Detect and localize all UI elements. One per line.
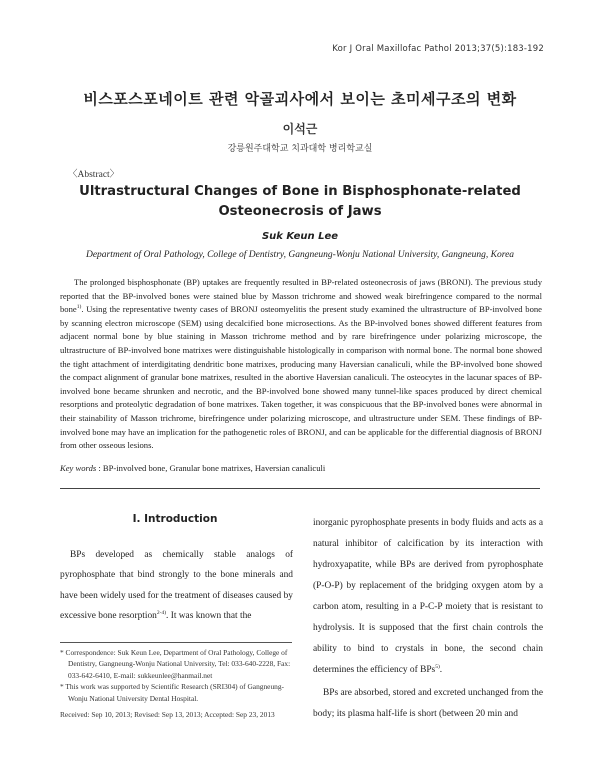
english-author: Suk Keun Lee: [261, 231, 339, 242]
keywords-text: : BP-involved bone, Granular bone matrixes, Haversian canaliculi: [96, 463, 326, 473]
intro-right-text-1: inorganic pyrophosphate presents in body fluids and acts as a natural inhibitor of calcification by its interaction with hydroxyapatite, while BPs are derived from pyrophosphate (P-O-P) by replacement of the bridging oxygen atom by a carbon atom, resulting in a P-C-P moiety that is resistant to hydrolysis. It is supposed that the first chain controls the ability to bind to crystals in bone, the second chain determines the efficiency of BPs: [313, 518, 543, 675]
journal-reference: Kor J Oral Maxillofac Pathol 2013;37(5):183-192: [332, 44, 544, 54]
intro-right-paragraph-1: [313, 513, 543, 681]
english-affiliation: Department of Oral Pathology, College of Dentistry, Gangneung-Wonju National University, Gangneung, Korea: [85, 250, 515, 260]
footnote-rule: [60, 642, 292, 643]
citation-ref: 2-4): [156, 610, 167, 617]
korean-author: 이석근: [282, 122, 318, 136]
korean-title: 비스포스포네이트 관련 악골괴사에서 보이는 초미세구조의 변화: [83, 90, 517, 108]
english-title-line-2: Osteonecrosis of Jaws: [218, 204, 382, 219]
abstract-text-part-1: The prolonged bisphosphonate (BP) uptakes are frequently resulted in BP-related osteonecrosis of jaws (BRONJ). The previous study reported that the BP-involved bones were stained blue by Masson trichrome and showed weak birefringence compared to the normal bone: [60, 277, 542, 315]
intro-right-text-2: .: [439, 665, 443, 675]
received-dates: Received: Sep 10, 2013; Revised: Sep 13, 2013; Accepted: Sep 23, 2013: [60, 710, 275, 720]
section-divider: [60, 488, 540, 489]
footnotes: [60, 647, 300, 720]
keywords: [60, 463, 542, 473]
abstract-body: [60, 276, 542, 453]
citation-ref: 5): [435, 663, 440, 670]
abstract-label: 〈Abstract〉: [68, 170, 120, 180]
citation-ref: 1): [76, 304, 82, 311]
korean-affiliation: 강릉원주대학교 치과대학 병리학교실: [227, 144, 373, 154]
footnote-correspondence: * Correspondence: Suk Keun Lee, Department of Oral Pathology, College of Dentistry, Gangneung-Wonju National University, Tel: 033-640-2228, Fax: 033-642-6410, E-mail: sukkeunlee@hanmail.net: [60, 648, 291, 680]
english-title-line-1: Ultrastructural Changes of Bone in Bisphosphonate-related: [79, 184, 521, 199]
footnote-support: * This work was supported by Scientific Research (SRI304) of Gangneung-Wonju National University Dental Hospital.: [60, 682, 284, 703]
introduction-right-column: [313, 513, 543, 725]
introduction-left-column: [60, 545, 293, 627]
intro-left-text-1: BPs developed as chemically stable analogs of pyrophosphate that bind strongly to the bone minerals and have been widely used for the treatment of diseases caused by excessive bone resorption: [60, 550, 293, 622]
abstract-text-part-2: . Using the representative twenty cases of BRONJ osteomyelitis the present study examined the ultrastructure of BP-involved bone by scanning electron microscope (SEM) using decalcified bone microsections. As the BP-involved bones showed different features from adjacent normal bone by blue staining in Masson trichrome method and by rare birefringence under polarizing microscope, the ultrastructure of BP-involved bone matrixes were distinguishable histologically in comparison with normal bone. The normal bone showed the tight attachment of interdigitating dendritic bone matrixes, producing many Haversian canaliculi, while the BP-involved bone showed the compact alignment of granular bone matrixes, resulted in the abortive Haversian canaliculi. The osteocytes in the lacunar spaces of BP-involved bone became shrunken and necrotic, and the BP-involved bone showed many tunnel-like spaces produced by direct chemical resorptions and proteolytic degradation of bone matrixes. Taken together, it was conspicuous that the BP-involved bones were abnormal in their stainability of Masson trichrome, birefringence under polarizing microscope, and ultrastructure under SEM. These findings of BP-involved bone may have an implication for the pathogenetic roles of BRONJ, and can be applicable for the differential diagnosis of BRONJ from other osseous lesions.: [60, 304, 542, 451]
keywords-label: Key words: [60, 463, 97, 473]
english-title: [70, 182, 530, 222]
intro-right-paragraph-2: BPs are absorbed, stored and excreted unchanged from the body; its plasma half-life is short (between 20 min and: [313, 688, 543, 719]
introduction-heading: Ⅰ. Introduction: [132, 513, 218, 525]
intro-left-text-2: . It was known that the: [166, 611, 252, 622]
